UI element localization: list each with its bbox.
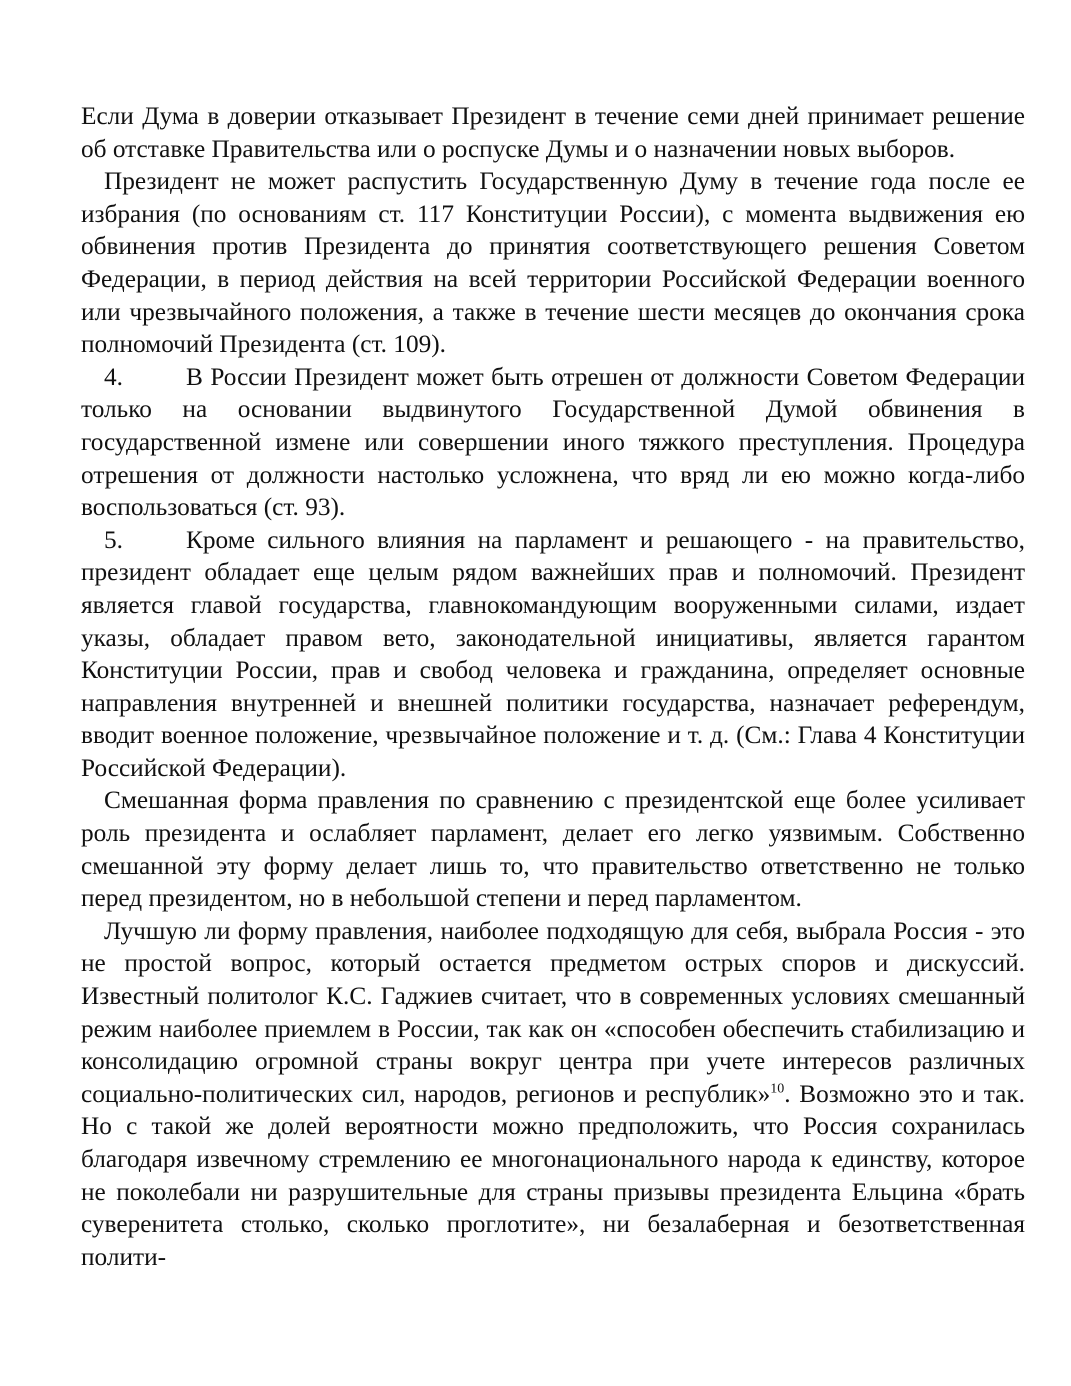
paragraph-text: Лучшую ли форму правления, наиболее подходящую для себя, выбрала Россия - это не простой вопрос, который остается предметом острых споров и дискуссий. Известный политолог К.С. Гаджиев считает, что в современных условиях смешанный режим наиболее приемлем в России, так как он «способен обеспечить стабилизацию и консолидацию огромной страны вокруг центра при учете интересов различных социально-политических сил, народов, регионов и республик» — [81, 916, 1025, 1108]
paragraph-best-form — [81, 915, 1025, 1274]
paragraph-mixed-form — [81, 784, 1025, 914]
document-page — [81, 100, 1025, 1273]
paragraph-text: В России Президент может быть отрешен от должности Советом Федерации только на основании выдвинутого Государственной Думой обвинения в государственной измене или совершении иного тяжкого преступления. Процедура отрешения от должности настолько усложнена, что вряд ли ею можно когда-либо воспользоваться (ст. 93). — [81, 362, 1025, 522]
paragraph-dissolution-decision — [81, 100, 1025, 165]
paragraph-text: Смешанная форма правления по сравнению с президентской еще более усиливает роль президента и ослабляет парламент, делает его легко уязвимым. Собственно смешанной эту форму делает лишь то, что правительство ответственно не только перед президентом, но в небольшой степени и перед парламентом. — [81, 786, 1025, 913]
paragraph-text: Если Дума в доверии отказывает Президент в течение семи дней принимает решение об отставке Правительства или о роспуске Думы и о назначении новых выборов. — [81, 102, 1025, 163]
paragraph-presidential-powers — [81, 524, 1025, 785]
paragraph-text: Кроме сильного влияния на парламент и решающего - на правительство, президент обладает еще целым рядом важнейших прав и полномочий. Президент является главой государства, главнокомандующим вооруженными силами, издает указы, обладает правом вето, законодательной инициативы, является гарантом Конституции России, прав и свобод человека и гражданина, определяет основные направления внутренней и внешней политики государства, назначает референдум, вводит военное положение, чрезвычайное положение и т. д. (См.: Глава 4 Конституции Российской Федерации). — [81, 525, 1025, 782]
paragraph-text-continued: . Возможно это и так. Но с такой же долей вероятности можно предположить, что Россия сохранилась благодаря извечному стремлению ее многонационального народа к единству, которое не поколебали ни разрушительные для страны призывы президента Ельцина «брать суверенитета столько, сколько проглотите», ни безалаберная и безответственная полити- — [81, 1079, 1025, 1271]
list-number: 5. — [104, 525, 123, 554]
list-number: 4. — [104, 362, 123, 391]
footnote-reference[interactable]: 10 — [770, 1081, 785, 1097]
paragraph-impeachment — [81, 361, 1025, 524]
paragraph-dissolution-limits — [81, 165, 1025, 361]
paragraph-text: Президент не может распустить Государственную Думу в течение года после ее избрания (по основаниям ст. 117 Конституции России), с момента выдвижения ею обвинения против Президента до принятия соответствующего решения Советом Федерации, в период действия на всей территории Российской Федерации военного или чрезвычайного положения, а также в течение шести месяцев до окончания срока полномочий Президента (ст. 109). — [81, 167, 1025, 359]
